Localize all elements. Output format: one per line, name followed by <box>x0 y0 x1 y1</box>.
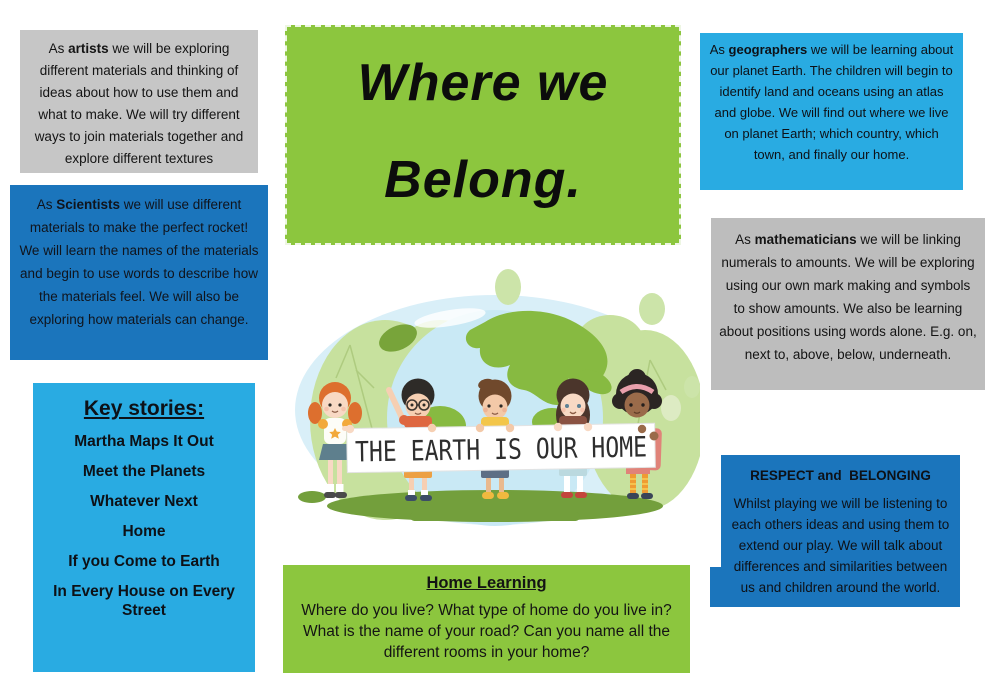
page-title-line-2: Belong. <box>384 151 582 209</box>
story-item: Home <box>122 523 166 540</box>
artists-text: As artists we will be exploring different materials and thinking of ideas about how to use them and what to make. We will try different ways to join materials together and explore different textures <box>34 41 244 166</box>
geographers-text: As geographers we will be learning about our planet Earth. The children will begin to identify land and oceans using an atlas and globe. We will find out where we live on planet Earth; which country, which town, and finally our home. <box>709 42 954 162</box>
respect-belonging-text: Whilst playing we will be listening to each others ideas and using them to extend our play. We will talk about differences and similarities between us and children around the world. <box>731 496 950 595</box>
page-title-line-1: Where we <box>357 54 609 112</box>
home-learning-title: Home Learning <box>426 574 547 592</box>
mathematicians-box <box>711 218 985 390</box>
home-learning-box <box>283 565 690 673</box>
key-stories-box <box>33 383 255 672</box>
scientists-box <box>10 185 268 360</box>
banner-text: THE EARTH IS OUR HOME <box>354 429 700 469</box>
respect-belonging-box <box>721 455 960 607</box>
artists-box <box>20 30 258 173</box>
banner-graphic <box>347 423 700 472</box>
respect-belonging-title: RESPECT and BELONGING <box>750 468 931 483</box>
story-item: In Every House on Every Street <box>53 583 235 619</box>
earth-children-graphic <box>290 250 700 560</box>
story-item: Whatever Next <box>90 493 198 510</box>
earth-illustration <box>290 250 700 560</box>
key-stories-list <box>33 432 255 620</box>
home-learning-text: Where do you live? What type of home do you live in? What is the name of your road? Can you name all the different rooms in your home? <box>301 602 672 661</box>
main-title-box <box>285 25 681 245</box>
story-item: If you Come to Earth <box>68 553 220 570</box>
story-item: Meet the Planets <box>82 463 206 480</box>
scientists-text: As Scientists we will use different materials to make the perfect rocket! We will learn the names of the materials and begin to use words to describe how the materials feel. We will also be exploring how materials can change. <box>19 197 259 327</box>
story-item: Martha Maps It Out <box>74 433 214 450</box>
key-stories-title: Key stories: <box>83 397 205 420</box>
mathematicians-text: As mathematicians we will be linking numerals to amounts. We will be exploring using our own mark making and symbols to show amounts. We also be learning about positions using words alone. E.g. on, next to, above, below, underneath. <box>719 232 977 362</box>
geographers-box <box>700 33 963 190</box>
